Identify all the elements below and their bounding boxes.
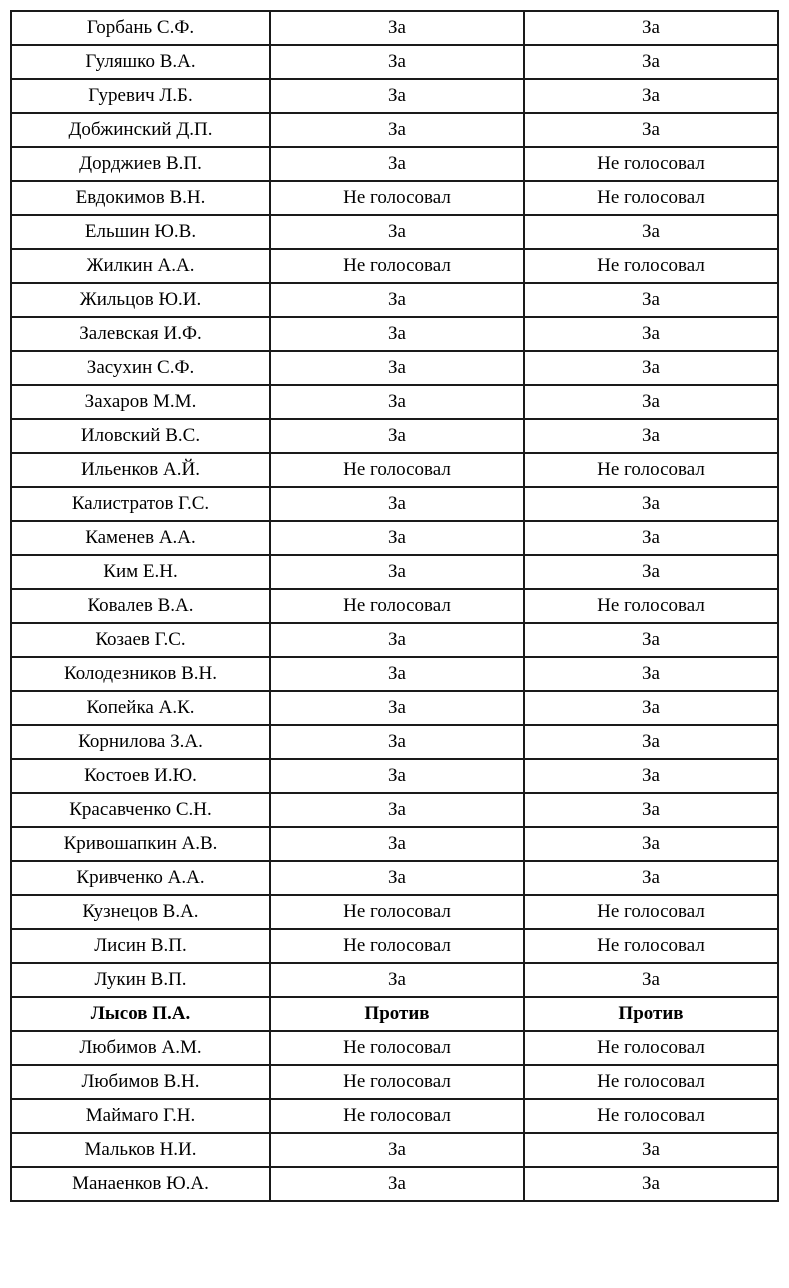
vote-first-cell: За bbox=[270, 1133, 524, 1167]
vote-second-cell: За bbox=[524, 827, 778, 861]
deputy-name-cell: Корнилова З.А. bbox=[11, 725, 270, 759]
vote-first-cell: За bbox=[270, 215, 524, 249]
deputy-name-cell: Лукин В.П. bbox=[11, 963, 270, 997]
vote-first-cell: Не голосовал bbox=[270, 453, 524, 487]
vote-first-cell: Не голосовал bbox=[270, 1031, 524, 1065]
deputy-name-cell: Ильенков А.Й. bbox=[11, 453, 270, 487]
table-row bbox=[11, 623, 778, 657]
deputy-name-cell: Жильцов Ю.И. bbox=[11, 283, 270, 317]
deputy-name-cell: Лисин В.П. bbox=[11, 929, 270, 963]
deputy-name-cell: Захаров М.М. bbox=[11, 385, 270, 419]
deputy-name-cell: Ельшин Ю.В. bbox=[11, 215, 270, 249]
vote-first-cell: За bbox=[270, 1167, 524, 1201]
deputy-name-cell: Иловский В.С. bbox=[11, 419, 270, 453]
deputy-name-cell: Каменев А.А. bbox=[11, 521, 270, 555]
deputy-name-cell: Любимов В.Н. bbox=[11, 1065, 270, 1099]
vote-first-cell: За bbox=[270, 45, 524, 79]
vote-first-cell: За bbox=[270, 725, 524, 759]
table-row bbox=[11, 487, 778, 521]
vote-first-cell: За bbox=[270, 113, 524, 147]
vote-second-cell: За bbox=[524, 385, 778, 419]
table-row bbox=[11, 351, 778, 385]
deputy-name-cell: Дорджиев В.П. bbox=[11, 147, 270, 181]
vote-first-cell: За bbox=[270, 861, 524, 895]
table-row bbox=[11, 861, 778, 895]
deputy-name-cell: Залевская И.Ф. bbox=[11, 317, 270, 351]
vote-second-cell: За bbox=[524, 963, 778, 997]
vote-first-cell: За bbox=[270, 827, 524, 861]
vote-second-cell: За bbox=[524, 623, 778, 657]
vote-second-cell: За bbox=[524, 11, 778, 45]
vote-second-cell: За bbox=[524, 317, 778, 351]
deputy-name-cell: Мальков Н.И. bbox=[11, 1133, 270, 1167]
vote-first-cell: Не голосовал bbox=[270, 929, 524, 963]
deputy-name-cell: Горбань С.Ф. bbox=[11, 11, 270, 45]
vote-first-cell: Не голосовал bbox=[270, 1099, 524, 1133]
vote-first-cell: За bbox=[270, 555, 524, 589]
vote-first-cell: За bbox=[270, 351, 524, 385]
vote-second-cell: Не голосовал bbox=[524, 249, 778, 283]
vote-second-cell: За bbox=[524, 657, 778, 691]
vote-second-cell: За bbox=[524, 793, 778, 827]
vote-second-cell: Не голосовал bbox=[524, 589, 778, 623]
deputy-name-cell: Кривошапкин А.В. bbox=[11, 827, 270, 861]
deputy-name-cell: Калистратов Г.С. bbox=[11, 487, 270, 521]
vote-first-cell: За bbox=[270, 419, 524, 453]
vote-second-cell: За bbox=[524, 759, 778, 793]
deputy-name-cell: Манаенков Ю.А. bbox=[11, 1167, 270, 1201]
vote-first-cell: Не голосовал bbox=[270, 181, 524, 215]
vote-second-cell: За bbox=[524, 215, 778, 249]
deputy-name-cell: Любимов А.М. bbox=[11, 1031, 270, 1065]
vote-second-cell: За bbox=[524, 487, 778, 521]
vote-second-cell: За bbox=[524, 861, 778, 895]
table-row bbox=[11, 11, 778, 45]
vote-second-cell: За bbox=[524, 521, 778, 555]
deputy-name-cell: Лысов П.А. bbox=[11, 997, 270, 1031]
vote-first-cell: За bbox=[270, 963, 524, 997]
deputy-name-cell: Добжинский Д.П. bbox=[11, 113, 270, 147]
vote-second-cell: Не голосовал bbox=[524, 147, 778, 181]
table-row bbox=[11, 419, 778, 453]
table-row bbox=[11, 385, 778, 419]
deputy-name-cell: Гуляшко В.А. bbox=[11, 45, 270, 79]
vote-first-cell: За bbox=[270, 657, 524, 691]
table-row bbox=[11, 215, 778, 249]
vote-second-cell: За bbox=[524, 351, 778, 385]
vote-second-cell: Не голосовал bbox=[524, 1065, 778, 1099]
table-row bbox=[11, 793, 778, 827]
table-row bbox=[11, 317, 778, 351]
table-row bbox=[11, 555, 778, 589]
deputy-name-cell: Гуревич Л.Б. bbox=[11, 79, 270, 113]
vote-second-cell: За bbox=[524, 691, 778, 725]
deputy-name-cell: Жилкин А.А. bbox=[11, 249, 270, 283]
table-row bbox=[11, 79, 778, 113]
vote-first-cell: За bbox=[270, 793, 524, 827]
deputy-name-cell: Красавченко С.Н. bbox=[11, 793, 270, 827]
table-row bbox=[11, 827, 778, 861]
table-row bbox=[11, 453, 778, 487]
table-row bbox=[11, 181, 778, 215]
vote-first-cell: За bbox=[270, 79, 524, 113]
deputy-name-cell: Маймаго Г.Н. bbox=[11, 1099, 270, 1133]
deputy-name-cell: Засухин С.Ф. bbox=[11, 351, 270, 385]
vote-second-cell: Не голосовал bbox=[524, 895, 778, 929]
vote-table bbox=[10, 10, 779, 1202]
vote-second-cell: За bbox=[524, 1167, 778, 1201]
table-row bbox=[11, 521, 778, 555]
vote-first-cell: За bbox=[270, 317, 524, 351]
vote-first-cell: За bbox=[270, 11, 524, 45]
table-row bbox=[11, 997, 778, 1031]
deputy-name-cell: Кузнецов В.А. bbox=[11, 895, 270, 929]
vote-second-cell: Против bbox=[524, 997, 778, 1031]
vote-second-cell: За bbox=[524, 79, 778, 113]
table-row bbox=[11, 1167, 778, 1201]
vote-second-cell: Не голосовал bbox=[524, 1099, 778, 1133]
table-row bbox=[11, 963, 778, 997]
deputy-name-cell: Костоев И.Ю. bbox=[11, 759, 270, 793]
table-row bbox=[11, 929, 778, 963]
table-row bbox=[11, 725, 778, 759]
vote-second-cell: За bbox=[524, 1133, 778, 1167]
vote-first-cell: За bbox=[270, 487, 524, 521]
vote-first-cell: За bbox=[270, 147, 524, 181]
table-row bbox=[11, 45, 778, 79]
vote-second-cell: За bbox=[524, 283, 778, 317]
vote-first-cell: За bbox=[270, 385, 524, 419]
deputy-name-cell: Колодезников В.Н. bbox=[11, 657, 270, 691]
vote-second-cell: За bbox=[524, 725, 778, 759]
vote-second-cell: За bbox=[524, 113, 778, 147]
table-row bbox=[11, 759, 778, 793]
vote-first-cell: Не голосовал bbox=[270, 895, 524, 929]
vote-second-cell: За bbox=[524, 555, 778, 589]
vote-second-cell: Не голосовал bbox=[524, 453, 778, 487]
vote-second-cell: Не голосовал bbox=[524, 929, 778, 963]
table-row bbox=[11, 1031, 778, 1065]
vote-second-cell: За bbox=[524, 45, 778, 79]
vote-table-body bbox=[11, 11, 778, 1201]
deputy-name-cell: Кривченко А.А. bbox=[11, 861, 270, 895]
table-row bbox=[11, 1133, 778, 1167]
vote-first-cell: Не голосовал bbox=[270, 249, 524, 283]
vote-first-cell: За bbox=[270, 283, 524, 317]
table-row bbox=[11, 895, 778, 929]
deputy-name-cell: Козаев Г.С. bbox=[11, 623, 270, 657]
vote-first-cell: Не голосовал bbox=[270, 589, 524, 623]
vote-first-cell: Не голосовал bbox=[270, 1065, 524, 1099]
table-row bbox=[11, 1065, 778, 1099]
table-row bbox=[11, 113, 778, 147]
vote-second-cell: Не голосовал bbox=[524, 1031, 778, 1065]
deputy-name-cell: Ким Е.Н. bbox=[11, 555, 270, 589]
deputy-name-cell: Копейка А.К. bbox=[11, 691, 270, 725]
table-row bbox=[11, 147, 778, 181]
table-row bbox=[11, 657, 778, 691]
vote-second-cell: Не голосовал bbox=[524, 181, 778, 215]
vote-second-cell: За bbox=[524, 419, 778, 453]
deputy-name-cell: Ковалев В.А. bbox=[11, 589, 270, 623]
vote-first-cell: За bbox=[270, 691, 524, 725]
table-row bbox=[11, 691, 778, 725]
table-row bbox=[11, 1099, 778, 1133]
vote-first-cell: За bbox=[270, 759, 524, 793]
vote-first-cell: За bbox=[270, 521, 524, 555]
vote-first-cell: За bbox=[270, 623, 524, 657]
vote-first-cell: Против bbox=[270, 997, 524, 1031]
table-row bbox=[11, 249, 778, 283]
table-row bbox=[11, 283, 778, 317]
deputy-name-cell: Евдокимов В.Н. bbox=[11, 181, 270, 215]
table-row bbox=[11, 589, 778, 623]
